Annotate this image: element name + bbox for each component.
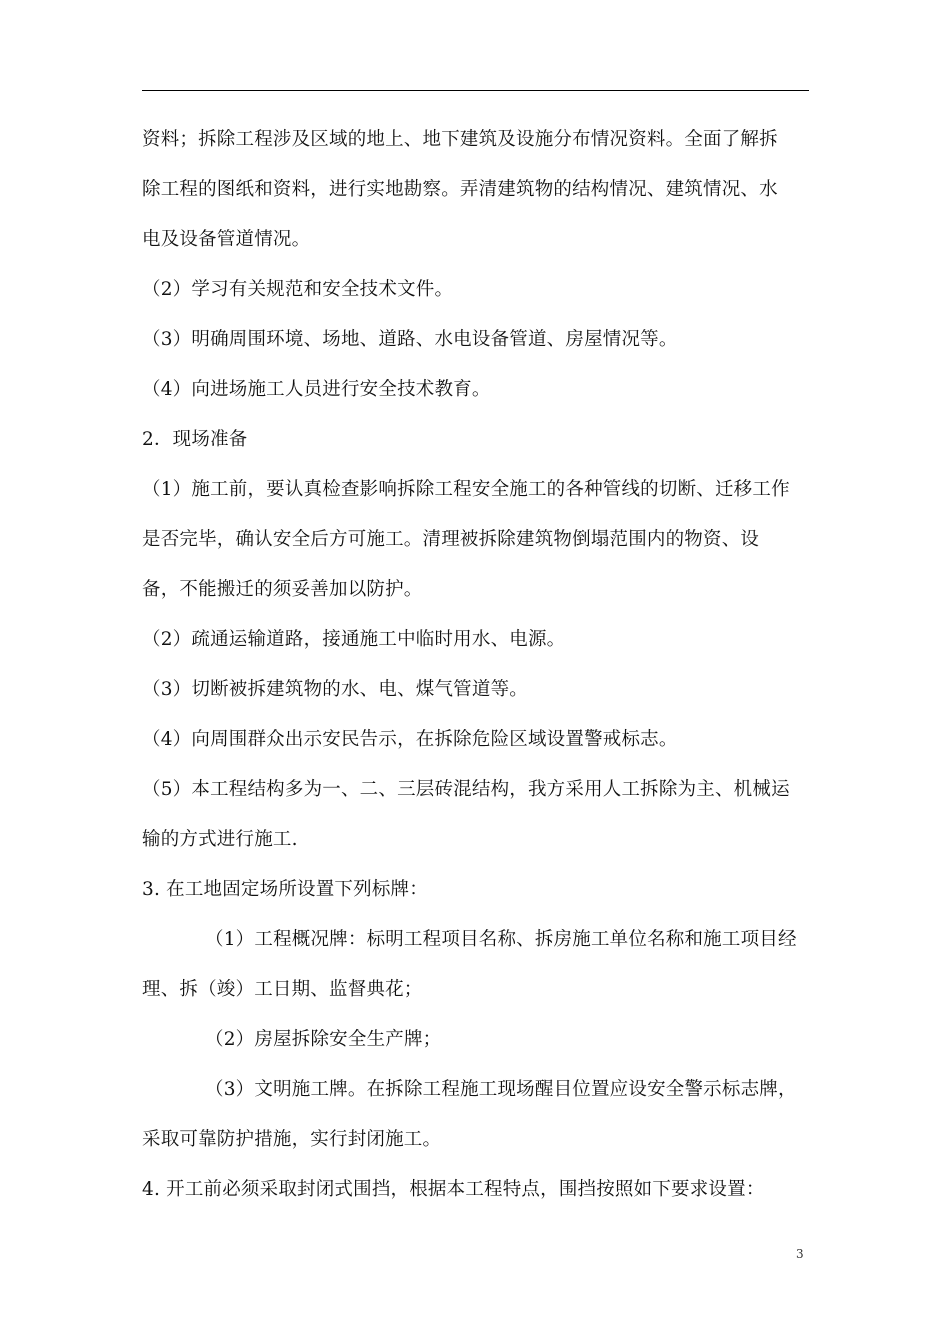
list-item: （2）学习有关规范和安全技术文件。 (142, 279, 454, 300)
paragraph-line: 资料；拆除工程涉及区域的地上、地下建筑及设施分布情况资料。全面了解拆 (142, 129, 778, 150)
list-item: （5）本工程结构多为一、二、三层砖混结构，我方采用人工拆除为主、机械运 (142, 779, 790, 800)
paragraph-line: 是否完毕，确认安全后方可施工。清理被拆除建筑物倒塌范围内的物资、设 (142, 529, 760, 550)
section-heading: 3. 在工地固定场所设置下列标牌： (142, 879, 428, 900)
list-item: （2）疏通运输道路，接通施工中临时用水、电源。 (142, 629, 566, 650)
section-heading: 2．现场准备 (142, 429, 248, 450)
paragraph-line: 电及设备管道情况。 (142, 229, 311, 250)
list-item: （3）切断被拆建筑物的水、电、煤气管道等。 (142, 679, 528, 700)
list-item: （4）向进场施工人员进行安全技术教育。 (142, 379, 491, 400)
paragraph-line: 理、拆（竣）工日期、监督典花； (142, 979, 423, 1000)
header-rule (142, 90, 809, 91)
paragraph-line: 备，不能搬迁的须妥善加以防护。 (142, 579, 423, 600)
list-item: （1）施工前，要认真检查影响拆除工程安全施工的各种管线的切断、迁移工作 (142, 479, 790, 500)
list-item: （3）文明施工牌。在拆除工程施工现场醒目位置应设安全警示标志牌， (205, 1079, 797, 1100)
list-item: （2）房屋拆除安全生产牌； (205, 1029, 442, 1050)
paragraph-line: 采取可靠防护措施，实行封闭施工。 (142, 1129, 442, 1150)
section-heading: 4. 开工前必须采取封闭式围挡，根据本工程特点，围挡按照如下要求设置： (142, 1179, 765, 1200)
page-number: 3 (796, 1247, 804, 1261)
list-item: （1）工程概况牌：标明工程项目名称、拆房施工单位名称和施工项目经 (205, 929, 797, 950)
paragraph-line: 输的方式进行施工. (142, 829, 298, 850)
paragraph-line: 除工程的图纸和资料，进行实地勘察。弄清建筑物的结构情况、建筑情况、水 (142, 179, 778, 200)
list-item: （3）明确周围环境、场地、道路、水电设备管道、房屋情况等。 (142, 329, 678, 350)
list-item: （4）向周围群众出示安民告示，在拆除危险区域设置警戒标志。 (142, 729, 678, 750)
